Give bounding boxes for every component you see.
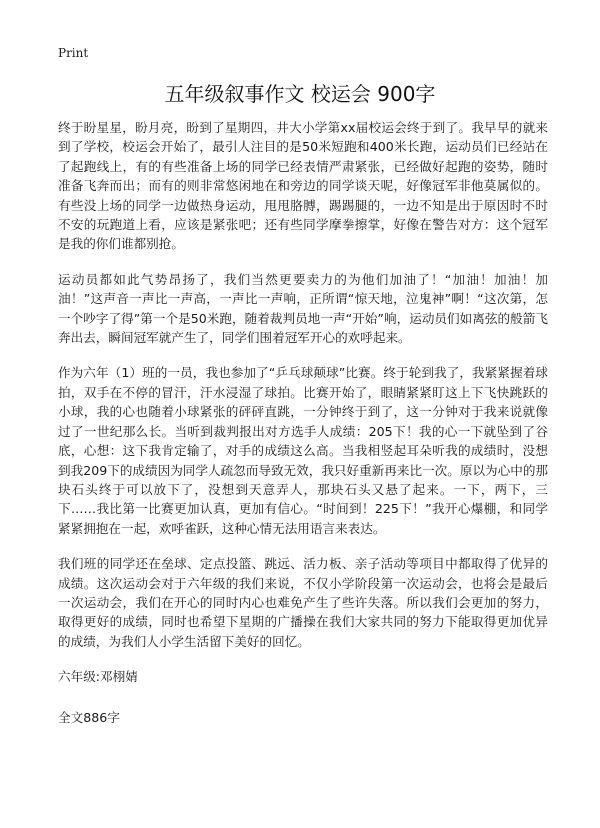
article-paragraph: 我们班的同学还在垒球、定点投篮、跳远、活力板、亲子活动等项目中都取得了优异的成绩。这次运动会对于六年级的我们来说，不仅小学阶段第一次运动会，也将会是最后一次运动会，我们在开心的同时内心也难免产生了些许失落。所以我们会更加的努力，取得更好的成绩，同时也希望下星期的广播操在我们大家共同的努力下能取得更加优异的成绩，为我们人小学生活留下美好的回忆。: [58, 556, 548, 649]
article-title: 五年级叙事作文 校运会 900字: [164, 82, 436, 106]
article-author: 六年级:邓栩婧: [58, 669, 138, 685]
article-paragraph: 运动员都如此气势昂扬了，我们当然更要卖力的为他们加油了！“加油！加油！加油！”这声音一声比一声高，一声比一声响，正所谓“惊天地，泣鬼神”啊！“这次第，怎一个吵字了得”第一个是50米跑，随着裁判员地一声“开始”响，运动员们如离弦的般箭飞奔出去，瞬间冠军就产生了，同学们围着冠军开心的欢呼起来。: [58, 271, 548, 346]
word-count: 全文886字: [58, 709, 120, 725]
article-paragraph: 终于盼星星，盼月亮，盼到了星期四，井大小学第xx届校运会终于到了。我早早的就来到了学校，校运会开始了，最引人注目的是50米短跑和400米长跑，运动员们已经站在了起跑线上，有的有些准备上场的同学已经表情严肃紧张，已经做好起跑的姿势，随时准备飞奔而出；而有的则非常悠闲地在和旁边的同学谈天呢，好像冠军非他莫属似的。有些没上场的同学一边做热身运动，甩甩胳膊，踢踢腿的，一边不知是出于原因时不时不安的玩跑道上看，应该是紧张吧；还有些同学摩拳擦掌，好像在警告对方：这个冠军是我的你们谁都别抢。: [58, 120, 548, 252]
article-paragraph: 作为六年（1）班的一员，我也参加了“乒乓球颠球”比赛。终于轮到我了，我紧紧握着球拍，双手在不停的冒汗，汗水浸湿了球拍。比赛开始了，眼睛紧紧盯这上下飞快跳跃的小球，我的心也随着小球紧张的砰砰直跳，一分钟终于到了，这一分钟对于我来说就像过了一世纪那么长。当听到裁判报出对方选手人成绩：205下！我的心一下就坠到了谷底，心想：这下我肯定输了，对手的成绩这么高。当我相竖起耳朵听我的成绩时，没想到我209下的成绩因为同学人疏忽而导致无效，我只好重新再来比一次。原以为心中的那块石头终于可以放下了，没想到天意弄人，那块石头又悬了起来。一下，两下，三下……我比第一比赛更加认真，更加有信心。“时间到！225下！”我开心爆棚，和同学紧紧拥抱在一起，欢呼雀跃，这种心情无法用语言来表达。: [58, 365, 549, 536]
print-link[interactable]: Print: [58, 46, 89, 60]
article-body: [58, 118, 548, 727]
